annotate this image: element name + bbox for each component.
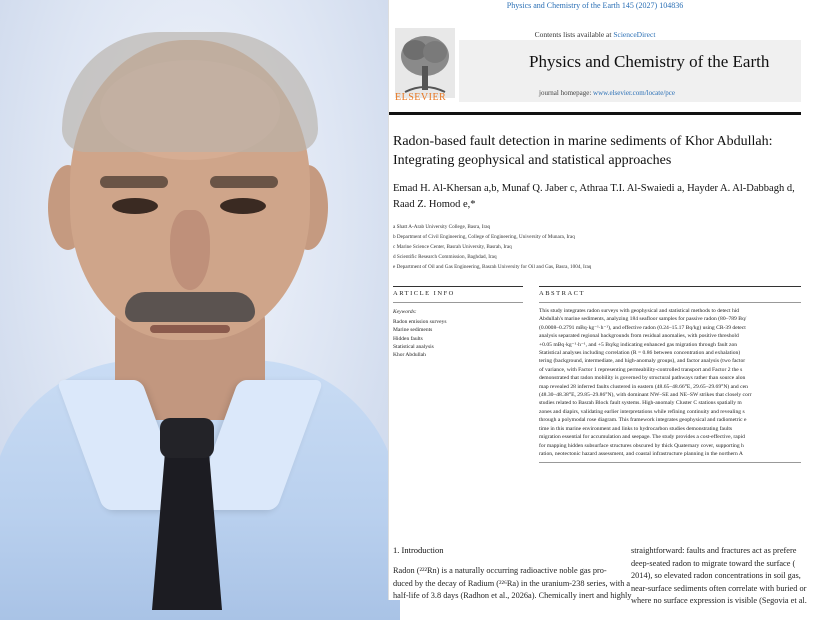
affiliations — [393, 222, 591, 272]
contents-line: Contents lists available at ScienceDirect — [534, 30, 656, 39]
tie-knot — [160, 418, 214, 458]
affiliation-line: c Marine Science Center, Basrah University, Basrah, Iraq — [393, 244, 512, 250]
introduction-line: where no surface expression is visible (Segovia et al. — [631, 596, 807, 606]
affiliation-line: d Scientific Research Commission, Baghdad, Iraq — [393, 254, 497, 260]
abstract-line: Statistical analyses including correlation (R = 0.86 between concentration and exhalation) — [539, 350, 741, 357]
running-head-link[interactable]: Physics and Chemistry of the Earth 145 (2027) 104836 — [506, 1, 684, 10]
header-rule — [389, 112, 801, 115]
publisher-name: ELSEVIER — [395, 92, 447, 103]
abstract-line: demonstrated that radon mobility is governed by structural pathways rather than source alon — [539, 375, 746, 382]
eyebrow-left — [100, 176, 168, 188]
introduction-line: duced by the decay of Radium (²²⁶Ra) in the uranium-238 series, with a — [393, 578, 631, 588]
abstract-end-rule — [539, 462, 801, 463]
abstract-line: +0.05 mBq·kg⁻¹·h⁻¹, and +5 Bq/kg indicating enhanced gas migration through fault zon — [539, 341, 738, 348]
portrait-photo — [0, 0, 388, 600]
moustache — [125, 292, 255, 322]
keyword-item: Khor Abdullah — [393, 352, 426, 359]
abstract-line: of variance, with Factor 1 representing permeability-controlled transport and Factor 2 the s — [539, 366, 743, 373]
abstract-line: migration essential for accumulation and seepage. The study provides a cost-effective, rapid — [539, 434, 745, 441]
abstract-line: studies related to Basrah Block fault systems. High-anomaly Cluster C stations spatially m — [539, 400, 742, 407]
abstract-heading: ABSTRACT — [539, 290, 585, 297]
abstract-line: Abdullah's marine sediments, analyzing 184 seafloor samples for passive radon (80–789 Bq/ — [539, 316, 747, 323]
affiliation-line: b Department of Civil Engineering, College of Engineering, University of Munara, Iraq — [393, 234, 575, 240]
abstract-line: analysis separated regional backgrounds from residual anomalies, with positive threshold — [539, 333, 739, 340]
introduction-line: straightforward: faults and fractures act as prefere — [631, 546, 797, 555]
affiliation-line: a Shatt A-Arab University College, Basra, Iraq — [393, 224, 491, 230]
eye-left — [112, 198, 158, 214]
eyebrow-right — [210, 176, 278, 188]
article-info-rule — [393, 286, 523, 287]
sciencedirect-link[interactable]: ScienceDirect — [613, 30, 656, 39]
article-info-subrule — [393, 302, 523, 303]
affiliation-line: e Department of Oil and Gas Engineering, Basrah University for Oil and Gas, Basra, 1004, Iraq — [393, 264, 592, 270]
abstract-line: (0.0008–0.2791 mBq·kg⁻¹·h⁻¹), and effective radon (0.24–15.17 Bq/kg) using CR-39 detect — [539, 324, 746, 331]
abstract-line: through a polymodal rose diagram. This framework integrates geophysical and radiometric e — [539, 417, 747, 424]
eye-right — [220, 198, 266, 214]
introduction-line: 2014), so elevated radon concentrations in soil gas, — [631, 571, 801, 581]
introduction-line: deep-seated radon to migrate toward the surface ( — [631, 558, 796, 568]
article-info-heading: ARTICLE INFO — [393, 290, 455, 297]
keyword-item: Hidden faults — [393, 335, 423, 342]
mouth — [150, 325, 230, 333]
abstract-rule — [539, 286, 801, 287]
abstract-line: (48.30–48.38°E, 29.85–29.86°N), with dominant NW–SE and NE–SW strikes that closely corr — [539, 392, 752, 399]
introduction-line: half-life of 3.8 days (Radhon et al., 2026a). Chemically inert and highly — [393, 591, 632, 601]
author-list: Emad H. Al-Khersan a,b, Munaf Q. Jaber c, Athraa T.I. Al-Swaiedi a, Hayder A. Al-Dabbagh d, Raad Z. Homod e,* — [393, 183, 795, 210]
keywords-label: Keywords: — [393, 309, 417, 315]
abstract-line: map revealed 28 inferred faults clustered in eastern (48.65–48.66°E, 29.65–29.69°N) and cen — [539, 383, 748, 390]
keyword-item: Marine sediments — [393, 327, 433, 334]
article-title: Radon-based fault detection in marine sediments of Khor Abdullah: Integrating geophysical and statistical approaches — [393, 134, 773, 168]
introduction-heading: 1. Introduction — [393, 545, 444, 555]
hair — [62, 32, 318, 152]
journal-homepage-link[interactable]: www.elsevier.com/locate/pce — [593, 89, 676, 97]
abstract-line: for mapping hidden subsurface structures obscured by thick Quaternary cover, supporting h — [539, 442, 744, 449]
abstract-line: zones and diapirs, validating earlier interpretations while refining continuity and revealing s — [539, 408, 745, 415]
paper-page — [388, 0, 807, 606]
abstract-subrule — [539, 302, 801, 303]
keyword-item: Radon emission surveys — [393, 319, 447, 325]
abstract-line: This study integrates radon surveys with geophysical and statistical methods to detect hid — [539, 308, 740, 314]
journal-homepage: journal homepage: www.elsevier.com/locate/pce — [539, 89, 676, 97]
keyword-item: Statistical analysis — [393, 343, 434, 350]
abstract-line: time in this marine environment and links to hydrocarbon studies demonstrating faults — [539, 425, 733, 432]
introduction-line: Radon (²²²Rn) is a naturally occurring radioactive noble gas pro- — [393, 566, 607, 575]
abstract-line: tering (background, intermediate, and high-anomaly groups), and factor analysis (two factor — [539, 358, 746, 365]
introduction-column-1 — [393, 565, 631, 603]
introduction-column-2 — [631, 545, 807, 608]
abstract-text — [539, 307, 752, 458]
keyword-list — [393, 318, 446, 359]
nose — [170, 210, 210, 290]
introduction-line: near-surface sediments often correlate with buried or — [631, 583, 807, 593]
journal-title: Physics and Chemistry of the Earth — [529, 52, 770, 71]
abstract-line: ration, neotectonic hazard assessment, and coastal infrastructure planning in the northern A — [539, 450, 743, 457]
